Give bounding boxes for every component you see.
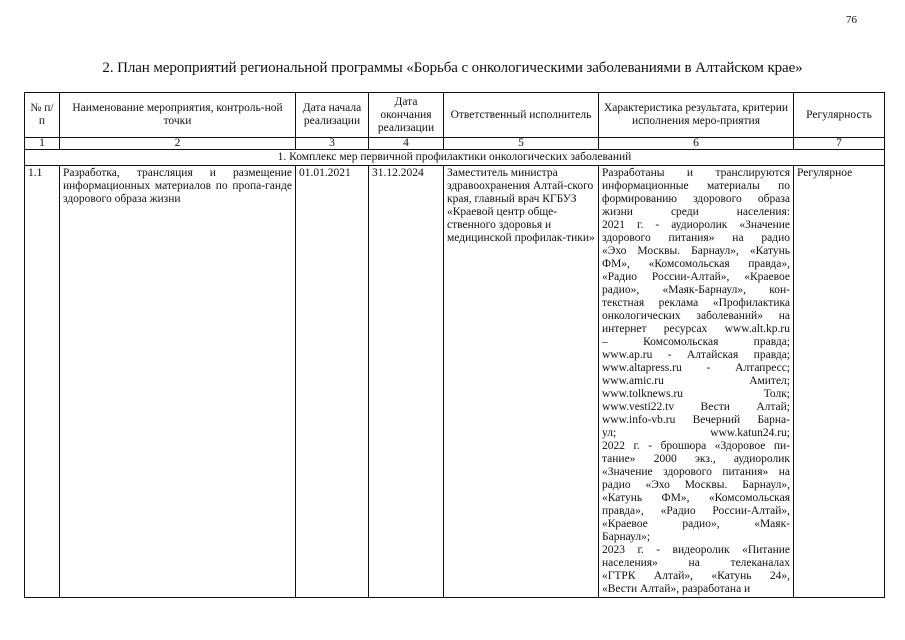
result-text (602, 167, 790, 596)
header-start-date: Дата начала реализации (296, 93, 369, 138)
result-line: информационные материалы по (602, 180, 790, 192)
column-number: 2 (60, 138, 296, 150)
result-line: 2023 г. - видеоролик «Питание (602, 544, 790, 556)
column-number: 4 (369, 138, 444, 150)
result-line: www.amic.ru Амител; (602, 375, 790, 387)
table-header-row (25, 93, 885, 138)
header-num: № п/п (25, 93, 60, 138)
row-end-date: 31.12.2024 (369, 166, 444, 598)
section-heading-row (25, 150, 885, 166)
result-line: правда», «Радио России-Алтай», (602, 505, 790, 517)
result-line: «Катунь ФМ», «Комсомольская (602, 492, 790, 504)
row-num: 1.1 (25, 166, 60, 598)
result-line: жизни среди населения: (602, 206, 790, 218)
column-number: 7 (794, 138, 885, 150)
result-line: «Радио России-Алтай», «Краевое (602, 271, 790, 283)
table-row (25, 166, 885, 598)
section-heading: 1. Комплекс мер первичной профилактики онкологических заболеваний (25, 150, 885, 166)
result-line: Барнаул»; (602, 531, 651, 543)
result-line: www.info-vb.ru Вечерний Барна- (602, 414, 790, 426)
result-line: «Эхо Москвы. Барнаул», «Катунь (602, 245, 790, 257)
result-line: населения» на телеканалах (602, 557, 790, 569)
result-line: здорового питания» на радио (602, 232, 790, 244)
column-number: 5 (444, 138, 599, 150)
column-number: 1 (25, 138, 60, 150)
header-regularity: Регулярность (794, 93, 885, 138)
column-numbers-row (25, 138, 885, 150)
header-executor: Ответственный исполнитель (444, 93, 599, 138)
result-line: интернет ресурсах www.alt.kp.ru (602, 323, 790, 335)
result-line: «ГТРК Алтай», «Катунь 24», (602, 570, 790, 582)
result-line: радио «Эхо Москвы. Барнаул», (602, 479, 790, 491)
result-line: тание» 2000 экз., аудиоролик (602, 453, 790, 465)
result-line: 2021 г. - аудиоролик «Значение (602, 219, 790, 231)
result-line: формированию здорового образа (602, 193, 790, 205)
result-line: 2022 г. - брошюра «Здоровое пи- (602, 440, 790, 452)
header-result: Характеристика результата, критерии исполнения меро-приятия (599, 93, 794, 138)
column-number: 3 (296, 138, 369, 150)
result-line: текстная реклама «Профилактика (602, 297, 790, 309)
row-result (599, 166, 794, 598)
result-line: «Краевое радио», «Маяк- (602, 518, 790, 530)
result-line: ФМ», «Комсомольская правда», (602, 258, 790, 270)
result-line: www.tolknews.ru Толк; (602, 388, 790, 400)
section-title: 2. План мероприятий региональной программы «Борьба с онкологическими заболеваниями в Алтайском крае» (102, 60, 803, 76)
header-name: Наименование мероприятия, контроль-ной точки (60, 93, 296, 138)
page-number: 76 (846, 14, 857, 26)
row-start-date: 01.01.2021 (296, 166, 369, 598)
result-line: www.ap.ru - Алтайская правда; (602, 349, 790, 361)
row-name: Разработка, трансляция и размещение информационных материалов по пропа-ганде здорового образа жизни (60, 166, 296, 598)
column-number: 6 (599, 138, 794, 150)
result-line: Разработаны и транслируются (602, 167, 790, 179)
result-line: www.altapress.ru - Алтапресс; (602, 362, 790, 374)
row-executor: Заместитель министра здравоохранения Алтай-ского края, главный врач КГБУЗ «Краевой центр обще-ственного здоровья и медицинской профилак-тики» (444, 166, 599, 598)
result-line: онкологических заболеваний» на (602, 310, 790, 322)
header-end-date: Дата окончания реализации (369, 93, 444, 138)
result-line: ул; www.katun24.ru; (602, 427, 790, 439)
result-line: – Комсомольская правда; (602, 336, 790, 348)
result-line: «Вести Алтай», разработана и (602, 583, 751, 595)
result-line: радио», «Маяк-Барнаул», кон- (602, 284, 790, 296)
result-line: www.vesti22.tv Вести Алтай; (602, 401, 790, 413)
result-line: «Значение здорового питания» на (602, 466, 790, 478)
row-regularity: Регулярное (794, 166, 885, 598)
action-plan-table (24, 92, 885, 598)
